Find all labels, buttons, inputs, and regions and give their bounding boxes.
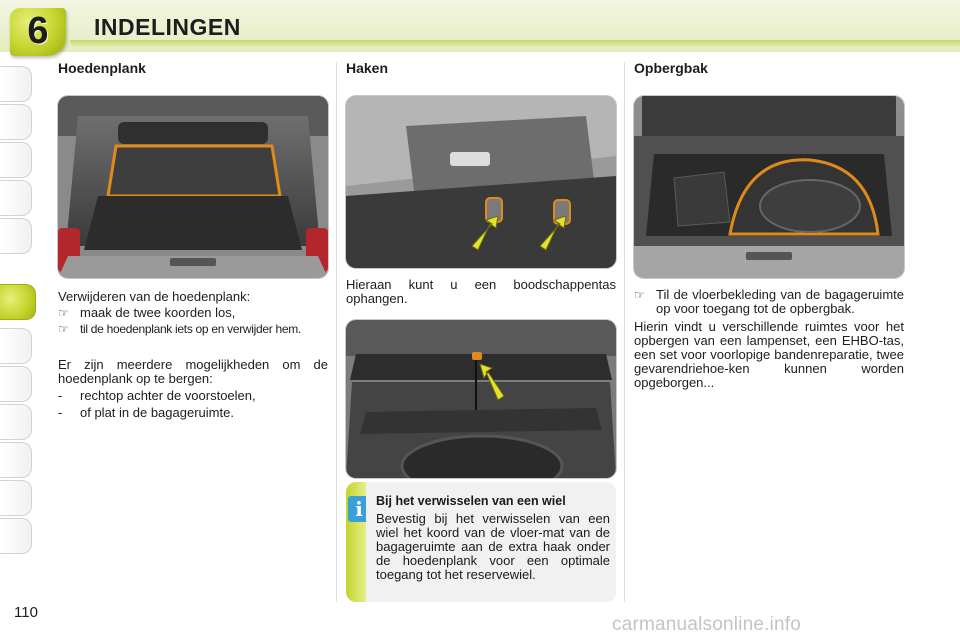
info-panel bbox=[366, 482, 616, 602]
opbergbak-bullet bbox=[634, 288, 904, 316]
pointing-hand-icon: ☞ bbox=[634, 288, 645, 302]
side-tab-11[interactable] bbox=[0, 480, 32, 516]
side-tab-1[interactable] bbox=[0, 66, 32, 102]
hooks-photo bbox=[346, 96, 616, 268]
section-title-opbergbak: Opbergbak bbox=[634, 60, 708, 76]
side-tab-4[interactable] bbox=[0, 180, 32, 216]
side-tab-3[interactable] bbox=[0, 142, 32, 178]
dash-marker: - bbox=[58, 405, 63, 420]
info-text: Bevestig bij het verwisselen van een wiel het koord van de vloer-mat van de bagageruimte aan de extra haak onder de hoedenplank voor een optimale toegang tot het reservewiel. bbox=[376, 511, 610, 582]
watermark: carmanualsonline.info bbox=[612, 614, 802, 635]
dash-text: rechtop achter de voorstoelen, bbox=[80, 388, 256, 403]
hooks-illustration bbox=[346, 96, 616, 268]
hoedenplank-paragraph: Er zijn meerdere mogelijkheden om de hoedenplank op te bergen: bbox=[58, 357, 328, 386]
page-number: 110 bbox=[14, 604, 38, 621]
chapter-number: 6 bbox=[27, 10, 49, 52]
hoedenplank-intro: Verwijderen van de hoedenplank: bbox=[58, 289, 251, 304]
side-tab-9[interactable] bbox=[0, 404, 32, 440]
side-tabs bbox=[0, 66, 34, 576]
dash-text: of plat in de bagageruimte. bbox=[80, 405, 234, 420]
storage-bin-illustration bbox=[634, 96, 904, 278]
haken-text: Hieraan kunt u een boodschappentas ophangen. bbox=[346, 277, 616, 306]
bullet-text: til de hoedenplank iets op en verwijder hem. bbox=[80, 322, 301, 336]
info-icon: i bbox=[348, 496, 370, 522]
chapter-title: INDELINGEN bbox=[94, 14, 241, 40]
wheel-hook-illustration bbox=[346, 320, 616, 478]
parcel-shelf-illustration bbox=[58, 96, 328, 278]
column-hoedenplank bbox=[58, 60, 328, 420]
column-divider bbox=[624, 62, 625, 602]
side-tab-8[interactable] bbox=[0, 366, 32, 402]
bullet-text: maak de twee koorden los, bbox=[80, 305, 236, 320]
dash-marker: - bbox=[58, 388, 63, 403]
side-tab-12[interactable] bbox=[0, 518, 32, 554]
info-box bbox=[346, 482, 616, 602]
hoedenplank-bullet-2 bbox=[58, 322, 328, 336]
column-opbergbak bbox=[634, 60, 904, 390]
side-tab-active[interactable] bbox=[0, 284, 36, 320]
hoedenplank-bullet-1 bbox=[58, 306, 328, 320]
opbergbak-paragraph: Hierin vindt u verschillende ruimtes voor het opbergen van een lampenset, een EHBO-tas, een set voor voorlopige bandenreparatie, twee gevarendriehoe-ken kunnen worden opgeborgen... bbox=[634, 319, 904, 390]
side-tab-2[interactable] bbox=[0, 104, 32, 140]
column-divider bbox=[336, 62, 337, 602]
parcel-shelf-photo bbox=[58, 96, 328, 278]
side-tab-7[interactable] bbox=[0, 328, 32, 364]
side-tab-5[interactable] bbox=[0, 218, 32, 254]
section-title-haken: Haken bbox=[346, 60, 389, 76]
chapter-badge bbox=[10, 8, 66, 56]
header-line bbox=[70, 40, 960, 48]
info-title: Bij het verwisselen van een wiel bbox=[376, 494, 566, 508]
bullet-text: Til de vloerbekleding van de bagageruimte op voor toegang tot de opbergbak. bbox=[656, 287, 904, 316]
pointing-hand-icon: ☞ bbox=[58, 306, 69, 320]
wheel-hook-photo bbox=[346, 320, 616, 478]
column-haken bbox=[346, 60, 616, 478]
side-tab-10[interactable] bbox=[0, 442, 32, 478]
hoedenplank-dash-2 bbox=[58, 406, 328, 420]
storage-bin-photo bbox=[634, 96, 904, 278]
hoedenplank-dash-1 bbox=[58, 389, 328, 403]
pointing-hand-icon: ☞ bbox=[58, 322, 69, 336]
section-title-hoedenplank: Hoedenplank bbox=[58, 60, 146, 76]
